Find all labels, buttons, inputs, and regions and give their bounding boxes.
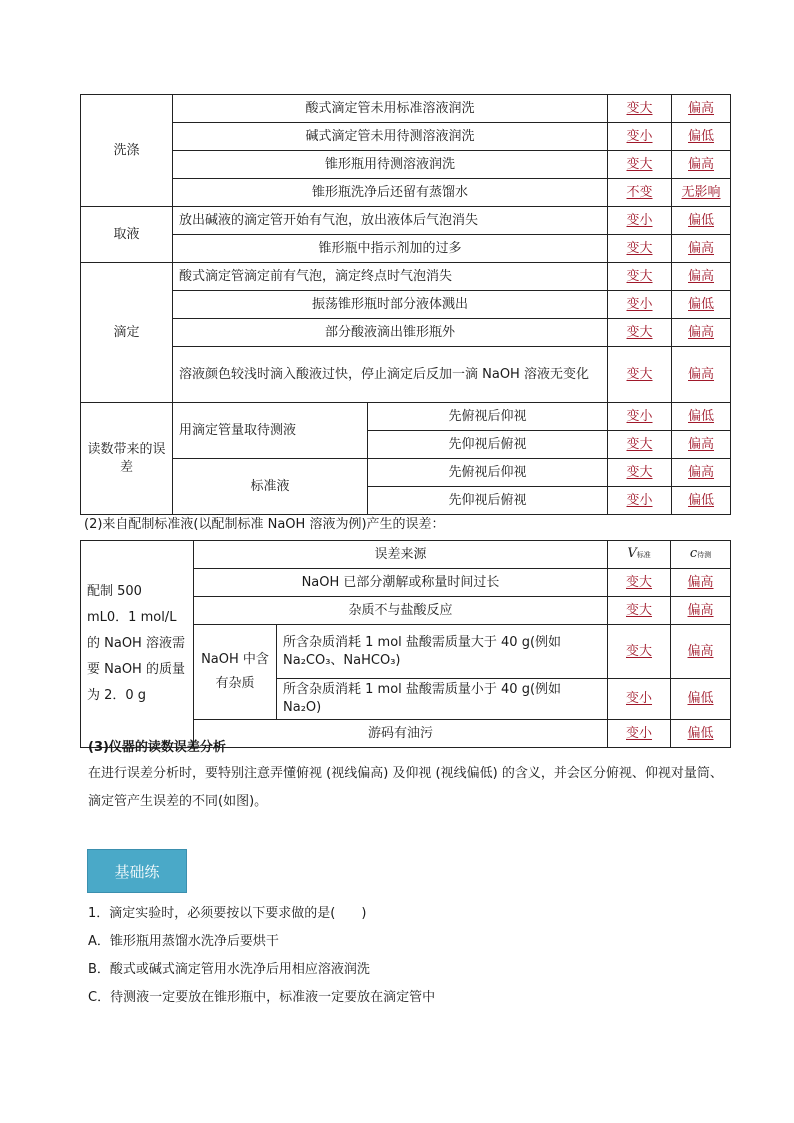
v-value: 变小 (608, 487, 672, 515)
group-titrate: 滴定 (81, 263, 173, 403)
header-c-sample: c待测 (671, 541, 731, 569)
v-value: 不变 (608, 179, 672, 207)
preparation-description: 配制 500 mL0．1 mol/L 的 NaOH 溶液需要 NaOH 的质量为 2．0 g (81, 541, 194, 748)
error-table-titration (80, 94, 731, 515)
row-desc: 振荡锥形瓶时部分液体溅出 (173, 291, 608, 319)
option-a: A．锥形瓶用蒸馏水洗净后要烘干 (88, 934, 279, 949)
option-b: B．酸式或碱式滴定管用水洗净后用相应溶液润洗 (88, 962, 370, 977)
row-desc: 先俯视后仰视 (368, 459, 608, 487)
c-value: 偏低 (672, 291, 731, 319)
reading-sub-sample: 用滴定管量取待测液 (173, 403, 368, 459)
v-value: 变大 (608, 263, 672, 291)
v-value: 变大 (608, 347, 672, 403)
v-value: 变大 (608, 151, 672, 179)
v-value: 变大 (608, 235, 672, 263)
row-desc: 锥形瓶中指示剂加的过多 (173, 235, 608, 263)
v-value: 变大 (608, 625, 671, 679)
row-desc: 锥形瓶用待测溶液润洗 (173, 151, 608, 179)
row-desc: 酸式滴定管滴定前有气泡，滴定终点时气泡消失 (173, 263, 608, 291)
v-value: 变小 (608, 403, 672, 431)
group-wash: 洗涤 (81, 95, 173, 207)
row-desc: 杂质不与盐酸反应 (194, 597, 608, 625)
c-value: 偏高 (672, 95, 731, 123)
v-value: 变小 (608, 720, 671, 748)
v-value: 变大 (608, 431, 672, 459)
row-desc: 酸式滴定管未用标准溶液润洗 (173, 95, 608, 123)
section-heading-reading-errors: (3)仪器的读数误差分析 (88, 740, 226, 755)
c-value: 偏低 (671, 720, 731, 748)
c-value: 偏低 (672, 487, 731, 515)
row-desc: 先仰视后俯视 (368, 431, 608, 459)
header-error-source: 误差来源 (194, 541, 608, 569)
reading-sub-standard: 标准液 (173, 459, 368, 515)
row-desc: 部分酸液滴出锥形瓶外 (173, 319, 608, 347)
row-desc: 碱式滴定管未用待测溶液润洗 (173, 123, 608, 151)
row-desc: 游码有油污 (194, 720, 608, 748)
option-c: C．待测液一定要放在锥形瓶中，标准液一定要放在滴定管中 (88, 990, 436, 1005)
row-desc: 锥形瓶洗净后还留有蒸馏水 (173, 179, 608, 207)
v-value: 变大 (608, 95, 672, 123)
c-value: 偏高 (672, 347, 731, 403)
v-value: 变小 (608, 679, 671, 720)
c-value: 偏高 (672, 263, 731, 291)
c-value: 偏高 (671, 625, 731, 679)
group-take: 取液 (81, 207, 173, 263)
impurity-label: NaOH 中含有杂质 (194, 625, 277, 720)
row-desc: 先仰视后俯视 (368, 487, 608, 515)
group-reading: 读数带来的误差 (81, 403, 173, 515)
c-value: 偏高 (671, 597, 731, 625)
c-value: 偏低 (672, 403, 731, 431)
c-value: 偏高 (672, 431, 731, 459)
v-value: 变大 (608, 569, 671, 597)
v-value: 变小 (608, 123, 672, 151)
v-value: 变大 (608, 597, 671, 625)
note-standard-solution-errors: (2)来自配制标准液(以配制标准 NaOH 溶液为例)产生的误差： (84, 517, 445, 532)
row-desc: 先俯视后仰视 (368, 403, 608, 431)
v-value: 变小 (608, 291, 672, 319)
v-value: 变小 (608, 207, 672, 235)
c-value: 偏高 (671, 569, 731, 597)
c-value: 偏高 (672, 235, 731, 263)
c-value: 偏低 (671, 679, 731, 720)
row-desc: 溶液颜色较浅时滴入酸液过快，停止滴定后反加一滴 NaOH 溶液无变化 (173, 347, 608, 403)
row-desc: 放出碱液的滴定管开始有气泡，放出液体后气泡消失 (173, 207, 608, 235)
error-table-preparation (80, 540, 731, 748)
row-desc: 所含杂质消耗 1 mol 盐酸需质量大于 40 g(例如 Na₂CO₃、NaHCO₃) (277, 625, 608, 679)
row-desc: 所含杂质消耗 1 mol 盐酸需质量小于 40 g(例如 Na₂O) (277, 679, 608, 720)
paragraph-reading-errors: 在进行误差分析时，要特别注意弄懂俯视 (视线偏高) 及仰视 (视线偏低) 的含义，并会区分俯视、仰视对量筒、滴定管产生误差的不同(如图)。 (88, 766, 723, 809)
row-desc: NaOH 已部分潮解或称量时间过长 (194, 569, 608, 597)
v-value: 变大 (608, 319, 672, 347)
section-badge-basic-practice: 基础练 (87, 849, 187, 893)
v-value: 变大 (608, 459, 672, 487)
c-value: 偏低 (672, 207, 731, 235)
c-value: 偏高 (672, 459, 731, 487)
c-value: 偏高 (672, 151, 731, 179)
c-value: 无影响 (672, 179, 731, 207)
c-value: 偏高 (672, 319, 731, 347)
question-stem: 1．滴定实验时，必须要按以下要求做的是( ) (88, 906, 367, 921)
header-v-standard: V标准 (608, 541, 671, 569)
c-value: 偏低 (672, 123, 731, 151)
